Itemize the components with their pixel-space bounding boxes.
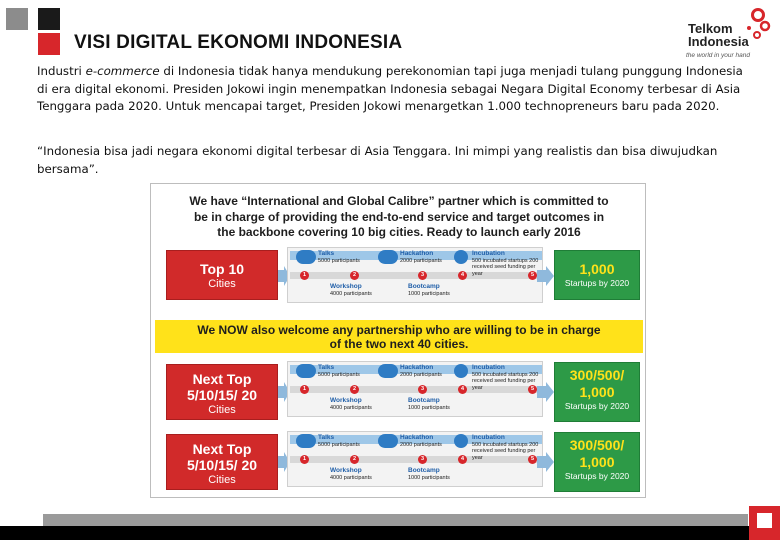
talks-pill: [296, 364, 316, 378]
step-incubation: Incubation 500 incubated startups 200 received seed funding per year: [472, 364, 539, 391]
step-number-5: 5: [528, 455, 537, 464]
tier-sub-3: Cities: [208, 474, 236, 486]
tier-box-1: [166, 250, 278, 300]
hackathon-pill: [378, 434, 398, 448]
logo-tagline: the world in your hand: [686, 52, 750, 59]
tier-box-3: [166, 434, 278, 490]
step-number-1: 1: [300, 271, 309, 280]
step-number-2: 2: [350, 385, 359, 394]
roadmap-infographic: [150, 183, 646, 498]
step-talks: Talks 5000 participants: [318, 434, 360, 448]
logo-name-line2: Indonesia: [688, 34, 749, 49]
target-sub-1: Startups by 2020: [564, 278, 630, 288]
intro-text-2: di Indonesia tidak hanya mendukung perekonomian tapi juga menjadi tulang punggung Indonesia di era digital ekonomi. Presiden Jokowi ingin menempatkan Indonesia sebagai Negara Digital Economy terbesar di Asia Tenggara pada 2020. Untuk mencapai target, Presiden Jokowi menargetkan 1.000 technopreneurs baru pada 2020.: [37, 64, 743, 113]
process-flow-3: [287, 431, 543, 487]
arrow-out-3: [537, 452, 554, 472]
tier-label-1: Top 10: [199, 261, 245, 277]
hackathon-pill: [378, 250, 398, 264]
target-box-3: [554, 432, 640, 492]
footer-black-band: [0, 526, 780, 540]
step-workshop: Workshop 4000 participants: [330, 283, 372, 297]
target-sub-3: Startups by 2020: [564, 471, 630, 481]
step-hackathon: Hackathon 2000 participants: [400, 364, 442, 378]
step-workshop: Workshop 4000 participants: [330, 467, 372, 481]
decor-square-red: [38, 33, 60, 55]
tier-label-3: Next Top 5/10/15/ 20: [186, 441, 258, 473]
process-flow-1: [287, 247, 543, 303]
step-bootcamp: Bootcamp 1000 participants: [408, 283, 450, 297]
step-number-1: 1: [300, 385, 309, 394]
incubation-pill: [454, 434, 468, 448]
hackathon-pill: [378, 364, 398, 378]
logo-wordmark: [688, 22, 749, 48]
step-bootcamp: Bootcamp 1000 participants: [408, 397, 450, 411]
infographic-headline: We have “International and Global Calibre” partner which is committed to be in charge of providing the end-to-end service and target outcomes in the backbone covering 10 big cities. Ready to launch early 2016: [189, 194, 609, 239]
step-number-5: 5: [528, 385, 537, 394]
step-number-3: 3: [418, 271, 427, 280]
step-number-2: 2: [350, 271, 359, 280]
tier-sub-2: Cities: [208, 404, 236, 416]
step-number-4: 4: [458, 455, 467, 464]
step-bootcamp: Bootcamp 1000 participants: [408, 467, 450, 481]
step-number-3: 3: [418, 385, 427, 394]
intro-text-1: Industri: [37, 64, 86, 78]
arrow-out-1: [537, 266, 554, 286]
step-hackathon: Hackathon 2000 participants: [400, 250, 442, 264]
step-number-4: 4: [458, 385, 467, 394]
slide-title: VISI DIGITAL EKONOMI INDONESIA: [74, 32, 403, 53]
tier-sub-1: Cities: [208, 278, 236, 290]
tier-box-2: [166, 364, 278, 420]
talks-pill: [296, 434, 316, 448]
partnership-banner: We NOW also welcome any partnership who are willing to be in charge of the two next 40 cities.: [155, 320, 643, 353]
step-workshop: Workshop 4000 participants: [330, 397, 372, 411]
decor-square-grey: [6, 8, 28, 30]
step-number-2: 2: [350, 455, 359, 464]
step-incubation: Incubation 500 incubated startups 200 received seed funding per year: [472, 434, 539, 461]
target-box-1: [554, 250, 640, 300]
step-number-3: 3: [418, 455, 427, 464]
step-number-4: 4: [458, 271, 467, 280]
intro-text-ecommerce: e-commerce: [85, 64, 160, 78]
corner-white-square: [757, 513, 772, 528]
intro-paragraph: [37, 63, 757, 116]
process-flow-2: [287, 361, 543, 417]
arrow-out-2: [537, 382, 554, 402]
decor-square-black: [38, 8, 60, 30]
logo-name-line1: Telkom: [688, 21, 733, 36]
step-number-1: 1: [300, 455, 309, 464]
talks-pill: [296, 250, 316, 264]
tier-label-2: Next Top 5/10/15/ 20: [186, 371, 258, 403]
incubation-pill: [454, 364, 468, 378]
step-talks: Talks 5000 participants: [318, 364, 360, 378]
step-hackathon: Hackathon 2000 participants: [400, 434, 442, 448]
target-value-2: 300/500/ 1,000: [569, 367, 625, 400]
footer-grey-bar: [43, 514, 748, 526]
step-incubation: Incubation 500 incubated startups 200 received seed funding per year: [472, 250, 539, 277]
incubation-pill: [454, 250, 468, 264]
quote-paragraph: “Indonesia bisa jadi negara ekonomi digital terbesar di Asia Tenggara. Ini mimpi yang realistis dan bisa diwujudkan bersama”.: [37, 144, 718, 176]
target-value-3: 300/500/ 1,000: [569, 437, 625, 470]
target-box-2: [554, 362, 640, 422]
telkom-logo: [686, 6, 776, 64]
target-value-1: 1,000: [579, 261, 615, 277]
step-number-5: 5: [528, 271, 537, 280]
target-sub-2: Startups by 2020: [564, 401, 630, 411]
step-talks: Talks 5000 participants: [318, 250, 360, 264]
